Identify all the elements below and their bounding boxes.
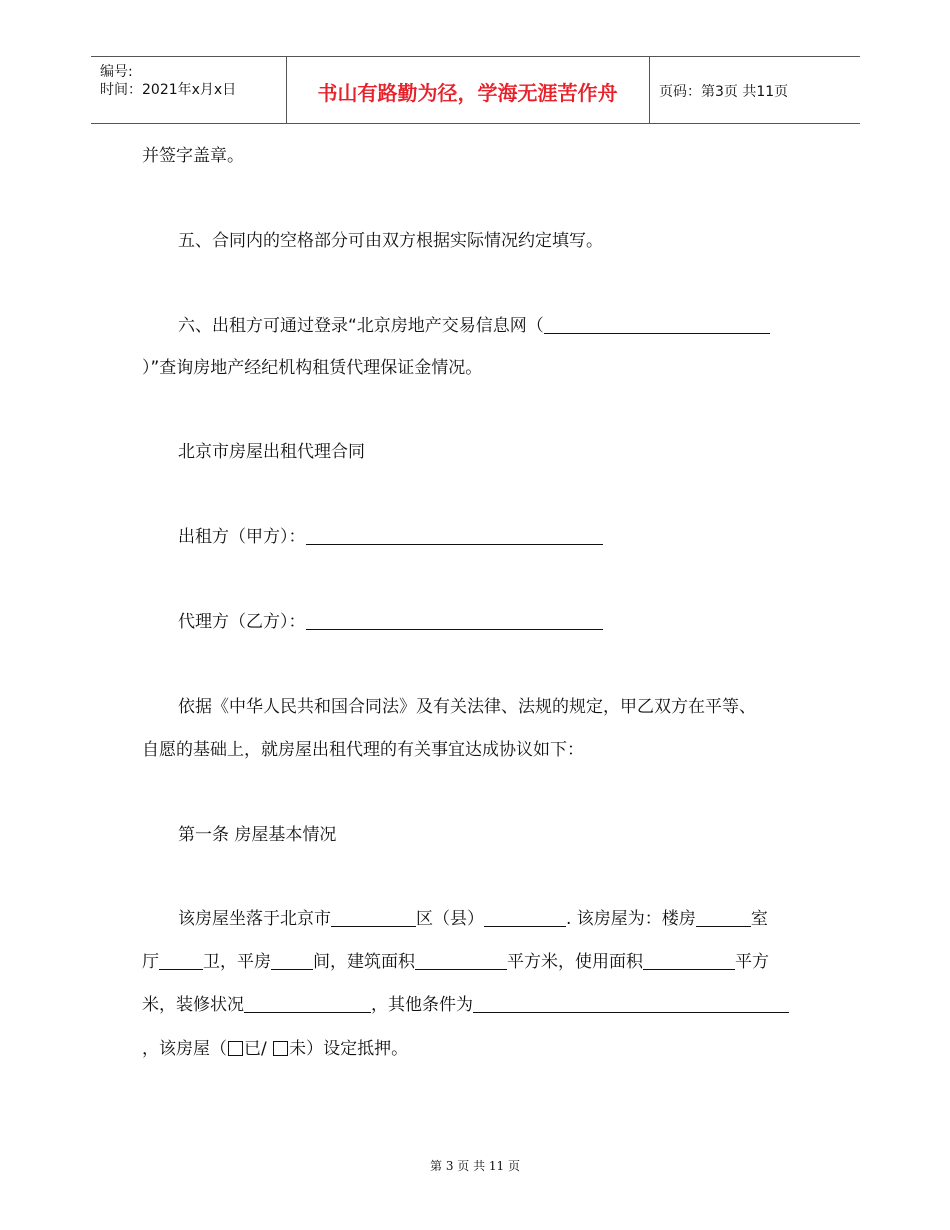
not-mortgaged-checkbox[interactable]	[273, 1041, 288, 1056]
agent-blank[interactable]	[306, 612, 603, 630]
website-blank[interactable]	[544, 316, 770, 334]
lessor-label: 出租方（甲方）：	[178, 527, 306, 547]
document-header	[91, 56, 860, 124]
header-page-number: 页码：第3页 共11页	[659, 84, 789, 100]
house-info-text: ，该房屋（	[142, 1039, 227, 1059]
contract-title: 北京市房屋出租代理合同	[178, 442, 365, 462]
district-blank[interactable]	[331, 909, 416, 927]
halls-blank[interactable]	[159, 952, 203, 970]
house-info-text: 平方	[735, 952, 769, 972]
house-info-text: 厅	[142, 952, 159, 972]
header-divider	[649, 57, 650, 123]
house-info-text: 米，装修状况	[142, 995, 244, 1015]
paragraph-five: 五、合同内的空格部分可由双方根据实际情况约定填写。	[178, 231, 603, 251]
page-footer: 第 3 页 共 11 页	[430, 1159, 520, 1173]
house-info-text: 未）设定抵押。	[289, 1039, 409, 1059]
basis-line1: 依据《中华人民共和国合同法》及有关法律、法规的规定，甲乙双方在平等、	[178, 697, 756, 717]
agent-line	[178, 612, 603, 632]
mortgaged-checkbox[interactable]	[228, 1041, 243, 1056]
paragraph-six-line2: ）”查询房地产经纪机构租赁代理保证金情况。	[142, 358, 483, 378]
serial-number-label: 编号:	[100, 64, 133, 80]
bungalow-rooms-blank[interactable]	[271, 952, 313, 970]
paragraph-six-text: 六、出租方可通过登录“北京房地产交易信息网（	[178, 316, 544, 336]
house-info-text: 平方米，使用面积	[507, 952, 643, 972]
header-motto: 书山有路勤为径，学海无涯苦作舟	[317, 81, 618, 105]
house-info-text: 已/	[244, 1039, 273, 1059]
decoration-blank[interactable]	[244, 995, 371, 1013]
paragraph-six-line1	[178, 316, 770, 336]
other-conditions-blank[interactable]	[473, 995, 789, 1013]
house-info-text: 卫，平房	[203, 952, 271, 972]
rooms-blank[interactable]	[696, 909, 751, 927]
paragraph-sign-seal: 并签字盖章。	[142, 146, 244, 166]
house-info-line2	[142, 952, 769, 972]
date-label: 时间：2021年x月x日	[100, 82, 237, 98]
building-area-blank[interactable]	[415, 952, 507, 970]
house-info-line1	[178, 909, 768, 929]
lessor-blank[interactable]	[306, 527, 603, 545]
house-info-text: ，其他条件为	[371, 995, 473, 1015]
lessor-line	[178, 527, 603, 547]
house-info-line3	[142, 995, 789, 1015]
article-one-heading: 第一条 房屋基本情况	[178, 825, 337, 845]
house-info-line4	[142, 1039, 408, 1059]
house-info-text: 间，建筑面积	[313, 952, 415, 972]
basis-line2: 自愿的基础上，就房屋出租代理的有关事宜达成协议如下：	[142, 740, 584, 760]
usable-area-blank[interactable]	[643, 952, 735, 970]
house-info-text: . 该房屋为：楼房	[566, 909, 696, 929]
county-blank[interactable]	[484, 909, 566, 927]
house-info-text: 室	[750, 909, 768, 929]
house-info-text: 该房屋坐落于北京市	[178, 909, 331, 929]
agent-label: 代理方（乙方）：	[178, 612, 306, 632]
house-info-text: 区（县）	[416, 909, 484, 929]
